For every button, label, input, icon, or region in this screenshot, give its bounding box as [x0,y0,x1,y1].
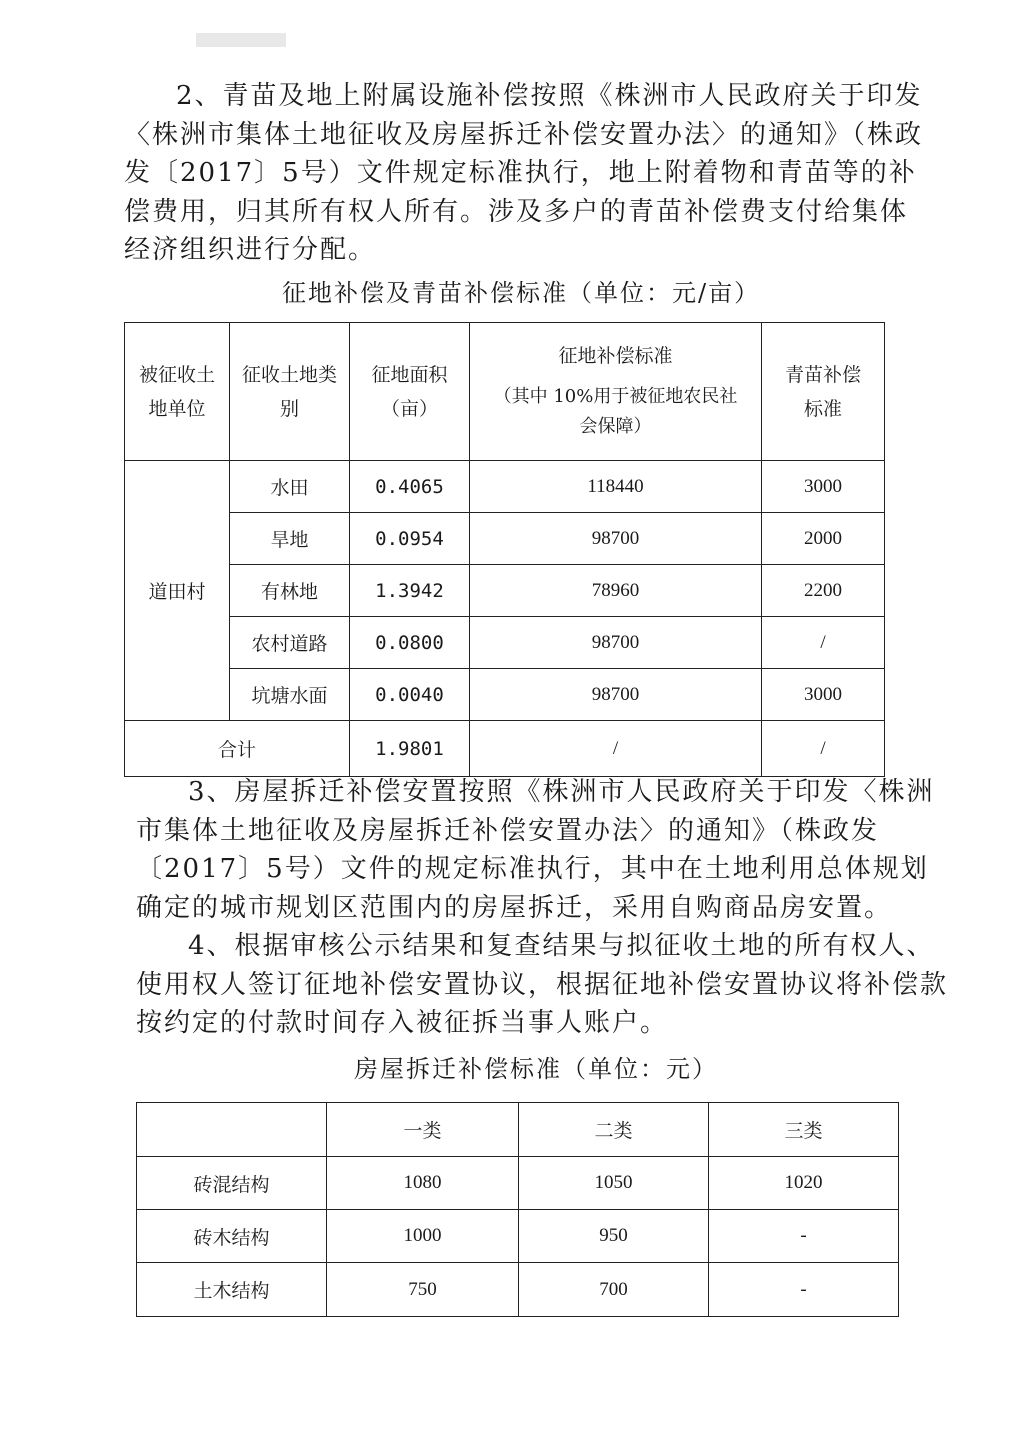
land-area: 0.4065 [350,461,470,513]
header-area: 征地面积（亩） [350,323,470,461]
header-class-2: 二类 [519,1103,709,1157]
header-compensation [470,323,762,461]
land-comp: 98700 [470,513,762,565]
scan-smudge [196,33,286,47]
paragraph-4: 4、根据审核公示结果和复查结果与拟征收土地的所有权人、使用权人签订征地补偿安置协议，根据征地补偿安置协议将补偿款按约定的付款时间存入被征拆当事人账户。 [136,931,949,1038]
crop-comp: / [762,617,885,669]
house-compensation-table [136,1102,899,1317]
structure-name: 土木结构 [137,1263,327,1317]
table-row [137,1157,899,1210]
header-crop: 青苗补偿标准 [762,323,885,461]
land-type: 农村道路 [230,617,350,669]
crop-comp: 2200 [762,565,885,617]
paragraph-3: 3、房屋拆迁补偿安置按照《株洲市人民政府关于印发〈株洲市集体土地征收及房屋拆迁补偿安置办法〉的通知》（株政发〔2017〕5号）文件的规定标准执行，其中在土地利用总体规划确定的城市规划区范围内的房屋拆迁，采用自购商品房安置。 [136,777,935,923]
table-row [137,1263,899,1317]
land-type: 有林地 [230,565,350,617]
header-unit: 被征收土地单位 [125,323,230,461]
class-1-value: 1000 [327,1210,519,1263]
table-row [125,565,885,617]
total-label: 合计 [125,721,350,777]
land-comp: 98700 [470,669,762,721]
land-area: 1.3942 [350,565,470,617]
class-3-value: - [709,1210,899,1263]
class-2-value: 950 [519,1210,709,1263]
class-1-value: 750 [327,1263,519,1317]
structure-name: 砖木结构 [137,1210,327,1263]
class-2-value: 1050 [519,1157,709,1210]
crop-comp: 3000 [762,669,885,721]
header-class-3: 三类 [709,1103,899,1157]
class-2-value: 700 [519,1263,709,1317]
table-row [125,513,885,565]
total-row [125,721,885,777]
table-row [137,1210,899,1263]
total-area: 1.9801 [350,721,470,777]
total-comp: / [470,721,762,777]
land-type: 旱地 [230,513,350,565]
class-3-value: 1020 [709,1157,899,1210]
land-type: 水田 [230,461,350,513]
land-comp: 98700 [470,617,762,669]
class-3-value: - [709,1263,899,1317]
table-row [125,617,885,669]
header-compensation-title: 征地补偿标准 [558,345,673,367]
crop-comp: 2000 [762,513,885,565]
table-row [125,461,885,513]
table-header-row [137,1103,899,1157]
table2-caption: 房屋拆迁补偿标准（单位：元） [354,1055,718,1083]
structure-name: 砖混结构 [137,1157,327,1210]
crop-comp: 3000 [762,461,885,513]
land-compensation-table [124,322,885,777]
paragraph-2: 2、青苗及地上附属设施补偿按照《株洲市人民政府关于印发〈株洲市集体土地征收及房屋拆迁补偿安置办法〉的通知》（株政发〔2017〕5号）文件规定标准执行，地上附着物和青苗等的补偿费用，归其所有权人所有。涉及多户的青苗补偿费支付给集体经济组织进行分配。 [124,81,924,265]
header-class-1: 一类 [327,1103,519,1157]
land-comp: 118440 [470,461,762,513]
land-type: 坑塘水面 [230,669,350,721]
village-cell: 道田村 [125,461,230,721]
total-crop: / [762,721,885,777]
land-comp: 78960 [470,565,762,617]
land-area: 0.0040 [350,669,470,721]
header-type: 征收土地类别 [230,323,350,461]
header-blank [137,1103,327,1157]
table1-caption: 征地补偿及青苗补偿标准（单位：元/亩） [282,279,761,307]
class-1-value: 1080 [327,1157,519,1210]
table-row [125,669,885,721]
land-area: 0.0800 [350,617,470,669]
header-compensation-note: （其中 10%用于被征地农民社会保障） [493,386,738,437]
land-area: 0.0954 [350,513,470,565]
